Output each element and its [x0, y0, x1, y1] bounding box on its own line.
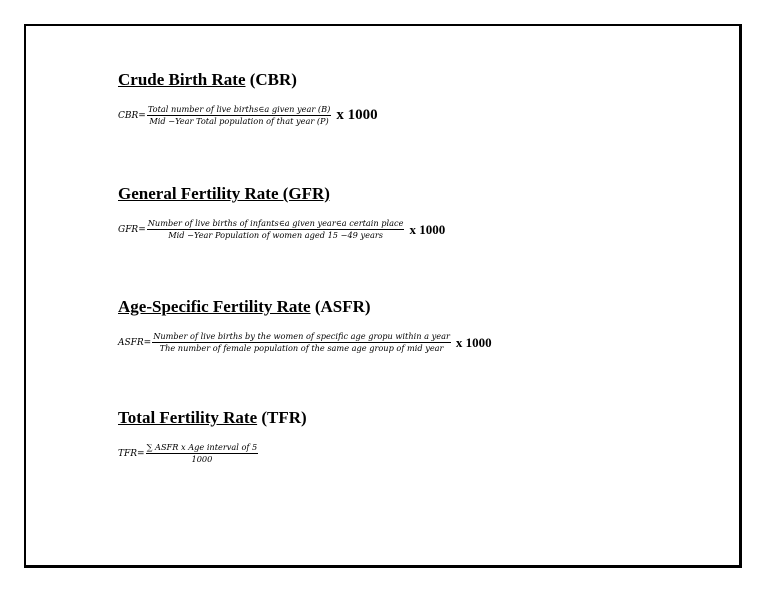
asfr-heading-abbr: (ASFR): [314, 297, 371, 316]
cbr-formula: [118, 104, 378, 127]
asfr-numerator: Number of live births by the women of specific age gropu within a year: [153, 331, 450, 341]
asfr-formula: [118, 331, 492, 354]
asfr-formula-lhs: ASFR=: [118, 337, 152, 348]
gfr-denominator: Mid −Year Population of women aged 15 −49 years: [168, 230, 383, 240]
tfr-heading-abbr: (TFR): [261, 408, 307, 427]
gfr-formula-lhs: GFR=: [118, 224, 146, 235]
gfr-section: [118, 184, 330, 204]
asfr-heading-title: Age-Specific Fertility Rate: [118, 297, 311, 316]
cbr-heading-title: Crude Birth Rate: [118, 70, 246, 89]
asfr-section: [118, 297, 371, 317]
asfr-multiplier: x 1000: [455, 334, 492, 350]
tfr-heading: [118, 408, 307, 428]
tfr-fraction: [146, 442, 259, 465]
gfr-fraction: [147, 218, 405, 241]
tfr-formula-lhs: TFR=: [118, 448, 145, 459]
asfr-denominator: The number of female population of the same age group of mid year: [159, 343, 444, 353]
cbr-heading: [118, 70, 297, 90]
tfr-denominator: 1000: [191, 454, 213, 464]
cbr-multiplier: x 1000: [336, 107, 378, 123]
gfr-formula: [118, 218, 445, 241]
asfr-heading: [118, 297, 371, 317]
cbr-formula-lhs: CBR=: [118, 110, 146, 121]
asfr-fraction: [152, 331, 451, 354]
gfr-heading: [118, 184, 330, 204]
gfr-heading-title: General Fertility Rate (GFR): [118, 184, 330, 203]
tfr-section: [118, 408, 307, 428]
gfr-numerator: Number of live births of infants∈a given year∈a certain place: [147, 218, 404, 228]
tfr-numerator: ∑ ASFR x Age interval of 5: [146, 442, 258, 452]
tfr-heading-title: Total Fertility Rate: [118, 408, 258, 427]
cbr-heading-abbr: (CBR): [249, 70, 297, 89]
cbr-numerator: Total number of live births∈a given year (B): [147, 104, 331, 114]
tfr-formula: [118, 442, 258, 465]
cbr-section: [118, 70, 297, 90]
gfr-multiplier: x 1000: [409, 221, 446, 237]
cbr-fraction: [147, 104, 332, 127]
cbr-denominator: Mid −Year Total population of that year (P): [149, 116, 329, 126]
